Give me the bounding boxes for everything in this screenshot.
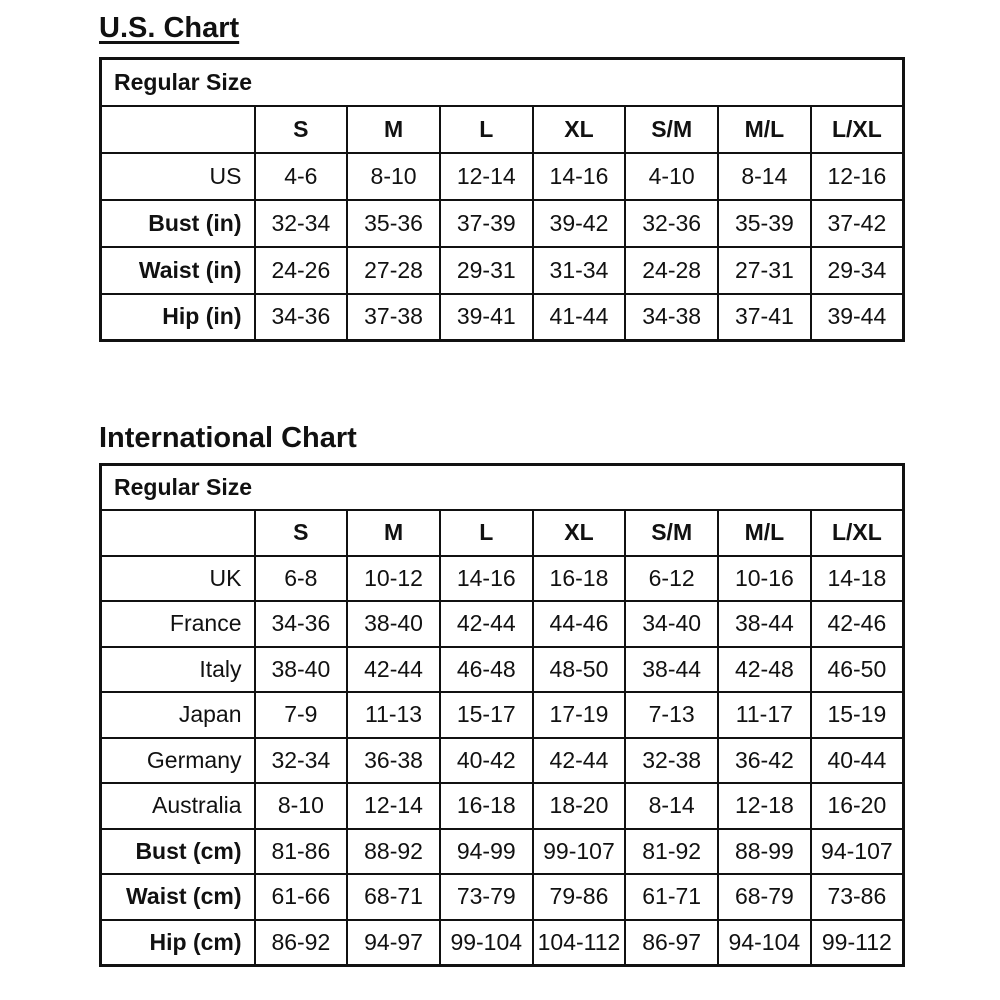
- table-cell: 14-16: [440, 556, 533, 602]
- row-label: UK: [101, 556, 255, 602]
- table-cell: 15-19: [811, 692, 904, 738]
- table-cell: 68-79: [718, 874, 811, 920]
- table-cell: 99-104: [440, 920, 533, 966]
- table-cell: 104-112: [533, 920, 626, 966]
- row-label: US: [101, 153, 255, 200]
- table-cell: 12-18: [718, 783, 811, 829]
- size-column-header: M/L: [718, 106, 811, 153]
- table-cell: 94-97: [347, 920, 440, 966]
- row-label: Italy: [101, 647, 255, 693]
- table-cell: 81-86: [255, 829, 348, 875]
- size-column-header: M/L: [718, 510, 811, 556]
- table-cell: 16-18: [533, 556, 626, 602]
- row-label: Germany: [101, 738, 255, 784]
- table-cell: 37-42: [811, 200, 904, 247]
- table-row: [101, 153, 904, 200]
- section-label: Regular Size: [101, 59, 904, 106]
- table-cell: 31-34: [533, 247, 626, 294]
- table-row: [101, 556, 904, 602]
- table-cell: 14-16: [533, 153, 626, 200]
- table-cell: 15-17: [440, 692, 533, 738]
- section-header-row: [101, 59, 904, 106]
- table-cell: 44-46: [533, 601, 626, 647]
- row-label: Hip (in): [101, 294, 255, 341]
- table-cell: 40-44: [811, 738, 904, 784]
- table-cell: 39-41: [440, 294, 533, 341]
- row-label: Waist (cm): [101, 874, 255, 920]
- international-chart-title: International Chart: [99, 422, 357, 454]
- table-cell: 34-38: [625, 294, 718, 341]
- table-cell: 12-14: [440, 153, 533, 200]
- size-column-header: S: [255, 510, 348, 556]
- size-column-header: L: [440, 106, 533, 153]
- table-cell: 68-71: [347, 874, 440, 920]
- table-cell: 32-34: [255, 200, 348, 247]
- table-cell: 6-8: [255, 556, 348, 602]
- table-cell: 32-38: [625, 738, 718, 784]
- table-row: [101, 200, 904, 247]
- table-cell: 38-44: [625, 647, 718, 693]
- table-cell: 73-86: [811, 874, 904, 920]
- us-size-table: [99, 57, 905, 342]
- table-cell: 34-36: [255, 601, 348, 647]
- table-row: [101, 783, 904, 829]
- table-cell: 6-12: [625, 556, 718, 602]
- table-cell: 37-39: [440, 200, 533, 247]
- table-row: [101, 874, 904, 920]
- size-column-header: XL: [533, 106, 626, 153]
- table-cell: 37-38: [347, 294, 440, 341]
- table-cell: 29-34: [811, 247, 904, 294]
- table-cell: 10-16: [718, 556, 811, 602]
- size-column-header: M: [347, 510, 440, 556]
- table-cell: 11-13: [347, 692, 440, 738]
- size-column-header: S/M: [625, 106, 718, 153]
- table-cell: 99-112: [811, 920, 904, 966]
- table-row: [101, 692, 904, 738]
- table-cell: 8-10: [347, 153, 440, 200]
- table-cell: 37-41: [718, 294, 811, 341]
- row-label: France: [101, 601, 255, 647]
- table-cell: 36-38: [347, 738, 440, 784]
- table-cell: 34-36: [255, 294, 348, 341]
- size-column-header: L: [440, 510, 533, 556]
- table-cell: 79-86: [533, 874, 626, 920]
- size-column-header: L/XL: [811, 510, 904, 556]
- table-cell: 39-44: [811, 294, 904, 341]
- table-row: [101, 294, 904, 341]
- table-cell: 73-79: [440, 874, 533, 920]
- row-label: Hip (cm): [101, 920, 255, 966]
- table-cell: 88-92: [347, 829, 440, 875]
- us-chart-title: U.S. Chart: [99, 12, 240, 44]
- table-cell: 7-13: [625, 692, 718, 738]
- table-cell: 46-50: [811, 647, 904, 693]
- row-label: Australia: [101, 783, 255, 829]
- table-cell: 42-44: [440, 601, 533, 647]
- international-size-table: [99, 463, 905, 967]
- table-cell: 17-19: [533, 692, 626, 738]
- section-label: Regular Size: [101, 465, 904, 511]
- size-header-row: [101, 106, 904, 153]
- corner-cell: [101, 106, 255, 153]
- table-cell: 8-14: [625, 783, 718, 829]
- row-label: Waist (in): [101, 247, 255, 294]
- size-column-header: XL: [533, 510, 626, 556]
- table-cell: 61-66: [255, 874, 348, 920]
- table-cell: 94-99: [440, 829, 533, 875]
- table-cell: 99-107: [533, 829, 626, 875]
- table-cell: 8-10: [255, 783, 348, 829]
- table-cell: 4-6: [255, 153, 348, 200]
- table-cell: 18-20: [533, 783, 626, 829]
- table-cell: 27-31: [718, 247, 811, 294]
- row-label: Bust (cm): [101, 829, 255, 875]
- table-cell: 34-40: [625, 601, 718, 647]
- table-cell: 11-17: [718, 692, 811, 738]
- table-cell: 10-12: [347, 556, 440, 602]
- table-cell: 61-71: [625, 874, 718, 920]
- table-row: [101, 829, 904, 875]
- table-row: [101, 247, 904, 294]
- table-cell: 29-31: [440, 247, 533, 294]
- table-cell: 94-107: [811, 829, 904, 875]
- table-cell: 16-20: [811, 783, 904, 829]
- table-cell: 38-44: [718, 601, 811, 647]
- row-label: Japan: [101, 692, 255, 738]
- table-cell: 24-28: [625, 247, 718, 294]
- size-header-row: [101, 510, 904, 556]
- table-cell: 42-46: [811, 601, 904, 647]
- table-cell: 42-48: [718, 647, 811, 693]
- table-cell: 7-9: [255, 692, 348, 738]
- table-cell: 12-16: [811, 153, 904, 200]
- corner-cell: [101, 510, 255, 556]
- table-cell: 86-92: [255, 920, 348, 966]
- size-column-header: M: [347, 106, 440, 153]
- size-column-header: S: [255, 106, 348, 153]
- table-cell: 36-42: [718, 738, 811, 784]
- table-cell: 42-44: [533, 738, 626, 784]
- table-cell: 8-14: [718, 153, 811, 200]
- size-column-header: S/M: [625, 510, 718, 556]
- table-cell: 32-34: [255, 738, 348, 784]
- table-cell: 35-39: [718, 200, 811, 247]
- table-cell: 46-48: [440, 647, 533, 693]
- table-row: [101, 738, 904, 784]
- table-cell: 41-44: [533, 294, 626, 341]
- table-cell: 40-42: [440, 738, 533, 784]
- table-cell: 12-14: [347, 783, 440, 829]
- table-cell: 32-36: [625, 200, 718, 247]
- table-cell: 39-42: [533, 200, 626, 247]
- table-cell: 81-92: [625, 829, 718, 875]
- row-label: Bust (in): [101, 200, 255, 247]
- table-cell: 88-99: [718, 829, 811, 875]
- table-cell: 38-40: [255, 647, 348, 693]
- table-cell: 94-104: [718, 920, 811, 966]
- table-cell: 27-28: [347, 247, 440, 294]
- table-cell: 24-26: [255, 247, 348, 294]
- table-row: [101, 647, 904, 693]
- table-cell: 16-18: [440, 783, 533, 829]
- table-cell: 86-97: [625, 920, 718, 966]
- table-cell: 4-10: [625, 153, 718, 200]
- table-row: [101, 601, 904, 647]
- section-header-row: [101, 465, 904, 511]
- table-cell: 35-36: [347, 200, 440, 247]
- table-row: [101, 920, 904, 966]
- table-cell: 38-40: [347, 601, 440, 647]
- size-column-header: L/XL: [811, 106, 904, 153]
- table-cell: 48-50: [533, 647, 626, 693]
- table-cell: 42-44: [347, 647, 440, 693]
- table-cell: 14-18: [811, 556, 904, 602]
